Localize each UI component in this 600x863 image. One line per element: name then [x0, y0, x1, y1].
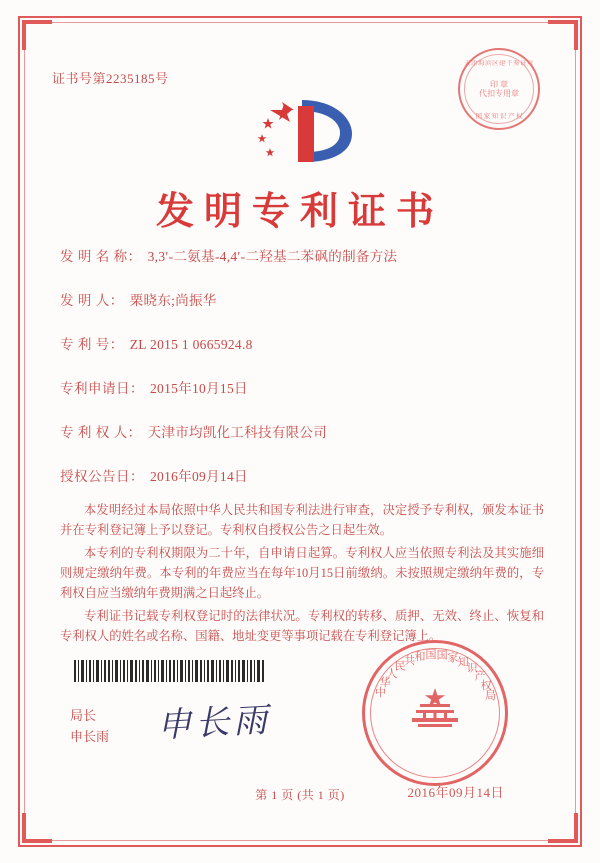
- field-value: ZL 2015 1 0665924.8: [129, 337, 253, 352]
- corner-ornament-top-left: [22, 20, 52, 50]
- legal-paragraph: 专利证书记载专利权登记时的法律状况。专利权的转移、质押、无效、终止、恢复和专利权人的姓名或名称、国籍、地址变更等事项记载在专利登记簿上。: [60, 609, 544, 643]
- seal-char: 人: [386, 668, 398, 681]
- seal-date: 2016年09月14日: [407, 785, 504, 800]
- field-value: 栗晓东;尚振华: [129, 293, 217, 308]
- corner-ornament-bottom-left: [22, 813, 52, 843]
- seal-char: 产: [474, 670, 486, 683]
- field-label: 发 明 名 称：: [60, 249, 142, 264]
- seal-char: 国: [425, 649, 437, 662]
- field-value: 3,3′-二氨基-4,4′-二羟基二苯砜的制备方法: [147, 249, 398, 264]
- handwritten-signature: 申长雨: [156, 702, 273, 745]
- field-value: 2016年09月14日: [150, 469, 248, 484]
- national-seal: [362, 640, 508, 786]
- seal-char: 家: [447, 651, 459, 664]
- seal-char: 共: [404, 654, 416, 667]
- seal-char: 和: [414, 650, 426, 663]
- legal-paragraph: 本专利的专利权期限为二十年，自申请日起算。专利权人应当依照专利法及其实施细则规定缴纳年费。本专利的年费应当在每年10月15日前缴纳。未按照规定缴纳年费的，专利权自应当缴纳年费期满之日起终止。: [60, 546, 544, 600]
- seal-char: 民: [394, 660, 406, 673]
- seal-char: 权: [480, 679, 492, 692]
- corner-ornament-bottom-right: [548, 813, 578, 843]
- field-inventor: [60, 289, 548, 309]
- registration-seal: [458, 48, 540, 130]
- field-label: 发 明 人：: [60, 293, 124, 308]
- certificate-number: 证书号第2235185号: [52, 71, 169, 86]
- seal-char: 局: [484, 690, 496, 703]
- field-grant-announcement-date: [60, 465, 548, 485]
- field-label: 专利申请日：: [60, 381, 144, 396]
- seal-char: 国: [436, 649, 448, 662]
- certificate-content: [52, 40, 548, 823]
- field-label: 专 利 权 人：: [60, 425, 142, 440]
- seal-char: 识: [466, 662, 478, 675]
- legal-text-section: [60, 500, 544, 649]
- page-footer: 第 1 页 (共 1 页): [255, 788, 345, 802]
- registration-seal-bottom-text: 国 家 知 识 产 权: [475, 113, 523, 120]
- field-patent-number: [60, 333, 548, 353]
- corner-ornament-top-right: [548, 20, 578, 50]
- director-name-label: 申长雨: [70, 729, 110, 744]
- legal-paragraph: 本发明经过本局依照中华人民共和国专利法进行审查，决定授予专利权，颁发本证书并在专利登记簿上予以登记。专利权自授权公告之日起生效。: [60, 503, 544, 537]
- registration-seal-mid-text: 印 章 代扣专用章: [479, 80, 519, 98]
- fields-section: [60, 245, 548, 507]
- field-value: 天津市均凯化工科技有限公司: [147, 425, 328, 440]
- field-label: 专 利 号：: [60, 337, 124, 352]
- field-label: 授权公告日：: [60, 469, 144, 484]
- seal-char: 中: [374, 687, 386, 700]
- field-value: 2015年10月15日: [150, 381, 248, 396]
- seal-char: 知: [457, 656, 469, 669]
- page-title: 发明专利证书: [155, 191, 444, 233]
- registration-seal-arc-text: 天津海滨区建千鉴证章: [464, 60, 534, 67]
- signature-block: [70, 705, 109, 747]
- cnipa-emblem-icon: [240, 96, 360, 166]
- director-title-label: 局长: [70, 708, 97, 723]
- field-application-date: [60, 377, 548, 397]
- emblem-star-icon: [406, 684, 464, 742]
- barcode: [74, 660, 264, 682]
- seal-char: 华: [379, 677, 391, 690]
- field-invention-name: [60, 245, 548, 265]
- field-patentee: [60, 421, 548, 441]
